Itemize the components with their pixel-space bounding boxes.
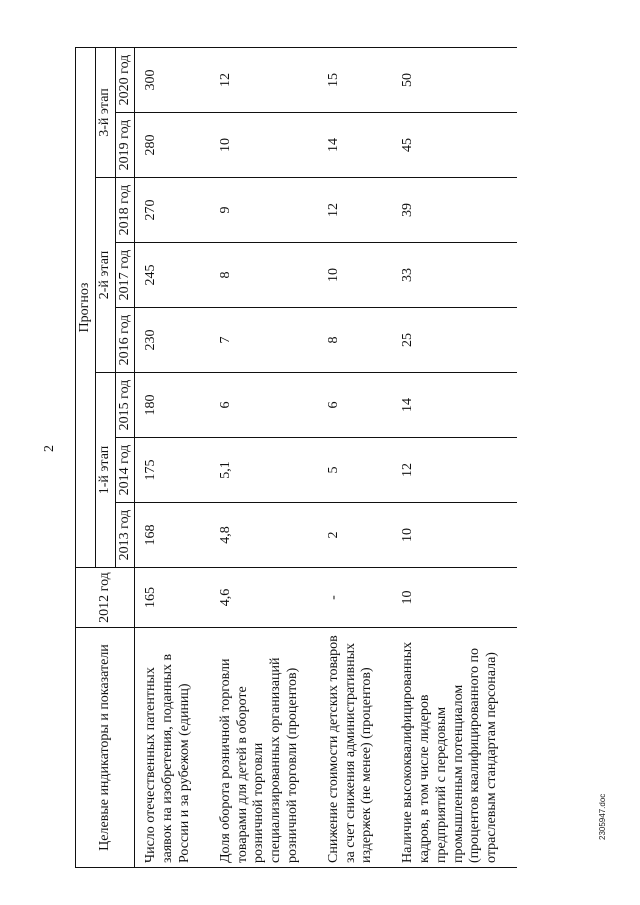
header-base-year: 2012 год xyxy=(76,568,135,628)
cell-value: 6 xyxy=(210,373,318,438)
cell-value: 180 xyxy=(135,373,210,438)
cell-value: 10 xyxy=(392,568,517,628)
cell-value: 10 xyxy=(392,503,517,568)
cell-value: 165 xyxy=(135,568,210,628)
cell-value: 245 xyxy=(135,243,210,308)
cell-value: 15 xyxy=(318,48,392,113)
cell-value: 4,6 xyxy=(210,568,318,628)
cell-value: 33 xyxy=(392,243,517,308)
cell-value: 175 xyxy=(135,438,210,503)
cell-value: 168 xyxy=(135,503,210,568)
header-year: 2016 год xyxy=(115,308,135,373)
header-year: 2015 год xyxy=(115,373,135,438)
row-label: Число отечественных патентных заявок на изобретения, поданных в России и за рубежом (единиц) xyxy=(135,628,210,868)
header-stage-1: 1-й этап xyxy=(95,373,115,568)
table-row xyxy=(210,48,318,868)
row-label: Наличие высококвалифицированных кадров, в том числе лидеров предприятий с передовым промышленным потенциалом (процентов квалифицированного по отраслевым стандартам персонала) xyxy=(392,628,517,868)
cell-value: - xyxy=(318,568,392,628)
cell-value: 230 xyxy=(135,308,210,373)
table-row xyxy=(135,48,210,868)
header-year: 2018 год xyxy=(115,178,135,243)
cell-value: 45 xyxy=(392,113,517,178)
cell-value: 4,8 xyxy=(210,503,318,568)
table-row xyxy=(392,48,517,868)
cell-value: 8 xyxy=(210,243,318,308)
cell-value: 25 xyxy=(392,308,517,373)
cell-value: 10 xyxy=(210,113,318,178)
header-indicator: Целевые индикаторы и показатели xyxy=(76,628,135,868)
indicators-table xyxy=(75,47,517,868)
cell-value: 280 xyxy=(135,113,210,178)
header-year: 2014 год xyxy=(115,438,135,503)
cell-value: 270 xyxy=(135,178,210,243)
cell-value: 12 xyxy=(210,48,318,113)
cell-value: 14 xyxy=(392,373,517,438)
cell-value: 5 xyxy=(318,438,392,503)
header-stage-3: 3-й этап xyxy=(95,48,115,178)
header-year: 2017 год xyxy=(115,243,135,308)
cell-value: 39 xyxy=(392,178,517,243)
row-label: Доля оборота розничной торговли товарами для детей в обороте розничной торговли специализированных организаций розничной торговли (процентов) xyxy=(210,628,318,868)
cell-value: 7 xyxy=(210,308,318,373)
header-year: 2019 год xyxy=(115,113,135,178)
cell-value: 8 xyxy=(318,308,392,373)
document-code: 2305947.doc xyxy=(598,793,607,840)
cell-value: 12 xyxy=(392,438,517,503)
cell-value: 12 xyxy=(318,178,392,243)
header-stage-2: 2-й этап xyxy=(95,178,115,373)
cell-value: 5,1 xyxy=(210,438,318,503)
header-year: 2020 год xyxy=(115,48,135,113)
cell-value: 300 xyxy=(135,48,210,113)
cell-value: 9 xyxy=(210,178,318,243)
cell-value: 50 xyxy=(392,48,517,113)
page-number: 2 xyxy=(42,445,57,452)
table-row xyxy=(318,48,392,868)
header-year: 2013 год xyxy=(115,503,135,568)
cell-value: 6 xyxy=(318,373,392,438)
header-forecast: Прогноз xyxy=(76,48,96,568)
cell-value: 10 xyxy=(318,243,392,308)
row-label: Снижение стоимости детских товаров за счет снижения административных издержек (не менее) (процентов) xyxy=(318,628,392,868)
cell-value: 14 xyxy=(318,113,392,178)
cell-value: 2 xyxy=(318,503,392,568)
rotated-page-content xyxy=(75,48,635,868)
